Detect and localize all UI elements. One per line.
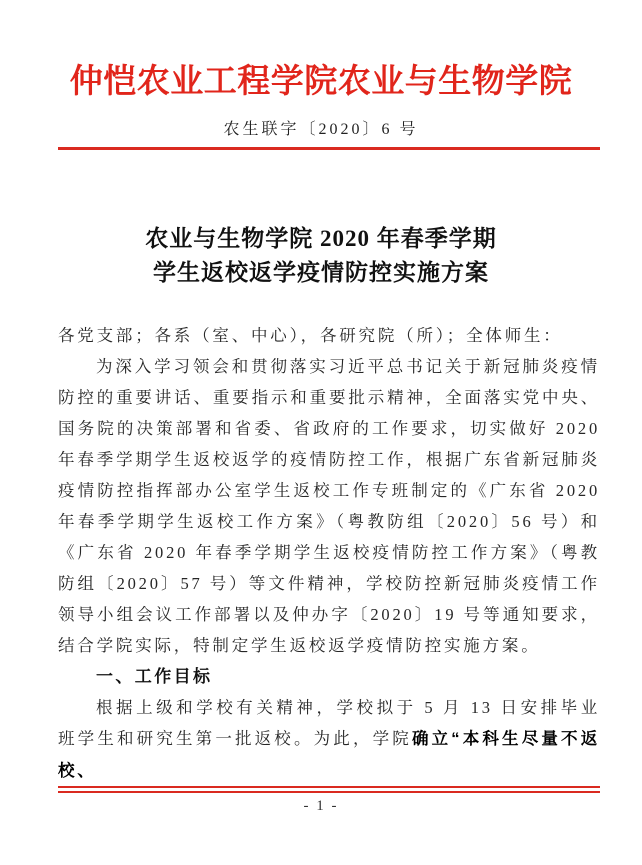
section-heading-work-goals: 一、工作目标 bbox=[96, 667, 213, 686]
document-title-line-1: 农业与生物学院 2020 年春季学期 bbox=[145, 226, 497, 251]
paragraph-intro: 为深入学习领会和贯彻落实习近平总书记关于新冠肺炎疫情防控的重要讲话、重要指示和重要批示精神，全面落实党中央、国务院的决策部署和省委、省政府的工作要求，切实做好 2020 年春季学期学生返校返学的疫情防控工作，根据广东省新冠肺炎疫情防控指挥部办公室学生返校工作专班制定的《广东省 2020 年春季学期学生返校工作方案》（粤教防组〔2020〕56 号）和《广东省 2020 年春季学期学生返校疫情防控工作方案》（粤教防组〔2020〕57 号）等文件精神，学校防控新冠肺炎疫情工作领导小组会议工作部署以及仲办字〔2020〕19 号等通知要求，结合学院实际，特制定学生返校返学疫情防控实施方案。 bbox=[58, 357, 600, 655]
document-number: 农生联字〔2020〕6 号 bbox=[223, 121, 419, 138]
document-body bbox=[58, 320, 600, 787]
paragraph-work-goals-normal: 根据上级和学校有关精神，学校拟于 5 月 13 日安排毕业班学生和研究生第一批返校。为此，学院 bbox=[58, 698, 600, 748]
paragraph-work-goals bbox=[58, 692, 600, 787]
salutation-line: 各党支部；各系（室、中心），各研究院（所）；全体师生： bbox=[58, 326, 563, 345]
document-title-line-2: 学生返校返学疫情防控实施方案 bbox=[153, 260, 489, 285]
document-title bbox=[0, 222, 642, 290]
letterhead-rule bbox=[58, 147, 600, 150]
footer-rule bbox=[58, 786, 600, 793]
letterhead-org-title: 仲恺农业工程学院农业与生物学院 bbox=[69, 64, 573, 100]
paragraph-work-goals-bold: 确立“本科生尽量不返校、 bbox=[58, 730, 600, 780]
page-number: - 1 - bbox=[303, 798, 339, 814]
